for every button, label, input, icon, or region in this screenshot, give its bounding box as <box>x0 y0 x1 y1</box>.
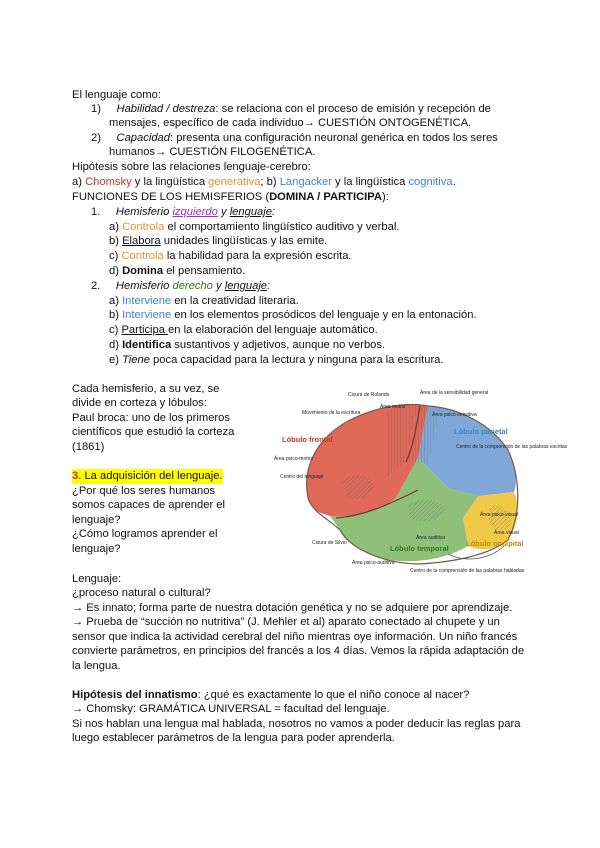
hem-mid: y <box>212 280 225 292</box>
label-comprension-habladas: Centro de la comprensión de las palabras habladas <box>410 568 525 574</box>
hypo-text: y la lingüística <box>131 176 209 188</box>
funciones-bold: DOMINA / PARTICIPA <box>269 191 382 203</box>
hem1-item-c <box>109 249 352 264</box>
funciones-pre: FUNCIONES DE LOS HEMISFERIOS ( <box>72 191 270 203</box>
item-keyword: Participa <box>121 324 169 336</box>
hemisferio-derecho-heading <box>91 279 270 294</box>
item-letter: b) <box>109 235 123 247</box>
innatismo-line: luego establecer parámetros de la lengua para poder aprenderla. <box>72 732 395 744</box>
item-text: en la creatividad literaria. <box>171 295 299 307</box>
label-comprension-escritas: Centro de la comprensión de las palabras escritas <box>456 444 568 450</box>
question-line: lenguaje? <box>72 543 121 555</box>
label-occipital: Lóbulo occipital <box>466 539 524 548</box>
innatismo-question: : ¿qué es exactamente lo que el niño conoce al nacer? <box>197 689 470 701</box>
list-text: : se relaciona con el proceso de emisión y recepción de <box>215 103 491 115</box>
item-keyword: Interviene <box>122 309 172 321</box>
hem-colon: : <box>272 206 276 218</box>
list-text: : presenta una configuración neuronal genérica en todos los seres <box>170 132 498 144</box>
label-escritura: Movimiento de la escritura <box>302 410 361 416</box>
label-psico-visual: Área psico-visual <box>480 512 519 518</box>
derecho-term: derecho <box>172 280 213 292</box>
item-text: sustantivos y adjetivos, aunque no verbos. <box>171 339 386 351</box>
list1-item-1-cont: mensajes, específico de cada individuo→ CUESTIÓN ONTOGENÉTICA. <box>109 117 472 129</box>
hem2-item-d <box>109 338 385 353</box>
item-keyword: Controla <box>122 221 165 233</box>
side-text-line: divide en corteza y lóbulos: <box>72 397 207 409</box>
item-text: la habilidad para la expresión escrita. <box>163 250 352 262</box>
lenguaje-line: → Prueba de “succión no nutritiva” (J. Mehler et al) aparato conectado al chupete y un <box>72 616 500 628</box>
innatismo-heading <box>72 688 469 703</box>
chomsky-name: Chomsky <box>85 176 132 188</box>
hem2-item-a <box>109 294 299 309</box>
list-term: Capacidad <box>116 132 170 144</box>
item-letter: d) <box>109 339 123 351</box>
question-line: somos capaces de aprender el <box>72 499 225 511</box>
side-text-line: Cada hemisferio, a su vez, se <box>72 383 220 395</box>
hem1-item-d <box>109 264 245 279</box>
lenguaje-line: convierte parámetros, en principios del francés a los 4 días. Vemos la rápida adaptación de <box>72 645 525 657</box>
item-text: en los elementos prosódicos del lenguaje y en la entonación. <box>171 309 477 321</box>
cognitiva-term: cognitiva <box>408 176 453 188</box>
izquierdo-term: izquierdo <box>172 206 218 218</box>
item-text: el comportamiento lingüístico auditivo y verbal. <box>164 221 400 233</box>
question-line: lenguaje? <box>72 514 121 526</box>
item-keyword: Tiene <box>122 354 150 366</box>
item-keyword: Interviene <box>122 295 172 307</box>
innatismo-line: → Chomsky: GRAMÁTICA UNIVERSAL = facultad del lenguaje. <box>72 703 390 715</box>
hem-lang: lenguaje <box>224 280 268 292</box>
item-text: el pensamiento. <box>163 265 246 277</box>
lenguaje-line: → Es innato; forma parte de nuestra dotación genética y no se adquiere por aprendizaje. <box>72 602 513 614</box>
intro-line: El lenguaje como: <box>72 89 161 101</box>
side-text-line: (1861) <box>72 441 105 453</box>
hem-colon: : <box>267 280 271 292</box>
hem2-item-c <box>109 323 378 338</box>
item-text: en la elaboración del lenguaje automático. <box>168 324 378 336</box>
label-psico-sensitiva: Área psico-sensitiva <box>432 412 477 418</box>
lenguaje-line: Lenguaje: <box>72 573 122 585</box>
langacker-name: Langacker <box>279 176 332 188</box>
side-text-line: Paul broca: uno de los primeros <box>72 412 230 424</box>
side-text-line: científicos que estudió la corteza <box>72 426 235 438</box>
hem2-item-e <box>109 353 444 368</box>
lenguaje-line: ¿proceso natural o cultural? <box>72 587 211 599</box>
label-sens-general: Área de la sensibilidad general <box>420 390 489 396</box>
item-letter: b) <box>109 309 123 321</box>
lenguaje-line: sensor que indica la actividad cerebral del niño mientras oye información. Un niño francés <box>72 631 518 643</box>
funciones-heading <box>72 190 389 205</box>
list-term: Habilidad / destreza <box>116 103 216 115</box>
item-letter: d) <box>109 265 123 277</box>
brain-diagram <box>268 388 568 584</box>
item-letter: a) <box>109 221 123 233</box>
hypothesis-title: Hipótesis sobre las relaciones lenguaje-cerebro: <box>72 161 311 173</box>
section-number: 3 <box>72 470 79 482</box>
item-text: unidades lingüísticas y las emite. <box>160 235 328 247</box>
funciones-post: ): <box>381 191 389 203</box>
label-temporal: Lóbulo temporal <box>390 544 449 553</box>
list1-item-2-cont: humanos→ CUESTIÓN FILOGENÉTICA. <box>109 146 316 158</box>
list-number: 1. <box>91 206 101 218</box>
question-line: ¿Por qué los seres humanos <box>72 485 216 497</box>
label-auditiva: Área auditiva <box>416 535 446 541</box>
hypo-text: y la lingüística <box>331 176 409 188</box>
item-text: poca capacidad para la lectura y ninguna para la escritura. <box>149 354 444 366</box>
section-title: . La adquisición del lenguaje. <box>78 470 223 482</box>
label-rolando: Cisura de Rolando <box>348 392 390 398</box>
list-number: 2. <box>91 280 101 292</box>
hypothesis-line <box>72 175 456 190</box>
label-motor: Área motriz <box>380 404 406 410</box>
question-line: ¿Cómo logramos aprender el <box>72 528 218 540</box>
hem-pre: Hemisferio <box>115 206 173 218</box>
hypo-end: . <box>452 176 456 188</box>
list-number: 1) <box>91 103 101 115</box>
label-psico-auditiva: Área psico-auditiva <box>352 560 395 566</box>
label-silvio: Cisura de Silvio <box>312 540 347 546</box>
hem1-item-a <box>109 220 399 235</box>
innatismo-title: Hipótesis del innatismo <box>72 689 198 701</box>
hem1-item-b <box>109 234 327 249</box>
label-frontal: Lóbulo frontal <box>282 435 333 444</box>
label-visual: Área visual <box>494 530 519 536</box>
hem-lang: lenguaje <box>229 206 272 218</box>
hem-pre: Hemisferio <box>115 280 173 292</box>
hem2-item-b <box>109 308 477 323</box>
hypo-sep: ; b) <box>260 176 280 188</box>
label-lenguaje: Centro del lenguaje <box>280 474 324 480</box>
item-letter: a) <box>109 295 123 307</box>
hemisferio-izquierdo-heading <box>91 205 275 220</box>
section-3-heading <box>72 469 223 484</box>
label-psico-motriz: Área psico-motriz <box>274 456 313 462</box>
item-letter: c) <box>109 324 122 336</box>
item-keyword: Identifica <box>122 339 172 351</box>
innatismo-line: Si nos hablan una lengua mal hablada, nosotros no vamos a poder deducir las reglas para <box>72 718 521 730</box>
generativa-term: generativa <box>208 176 261 188</box>
lenguaje-line: la lengua. <box>72 660 121 672</box>
list-number: 2) <box>91 132 101 144</box>
item-keyword: Controla <box>121 250 164 262</box>
item-letter: c) <box>109 250 122 262</box>
hem-mid: y <box>217 206 230 218</box>
list1-item-1 <box>91 102 491 117</box>
hypo-a: a) <box>72 176 86 188</box>
item-keyword: Domina <box>122 265 164 277</box>
item-keyword: Elabora <box>122 235 161 247</box>
item-letter: e) <box>109 354 123 366</box>
list1-item-2 <box>91 131 498 146</box>
label-parietal: Lóbulo parietal <box>454 427 508 436</box>
